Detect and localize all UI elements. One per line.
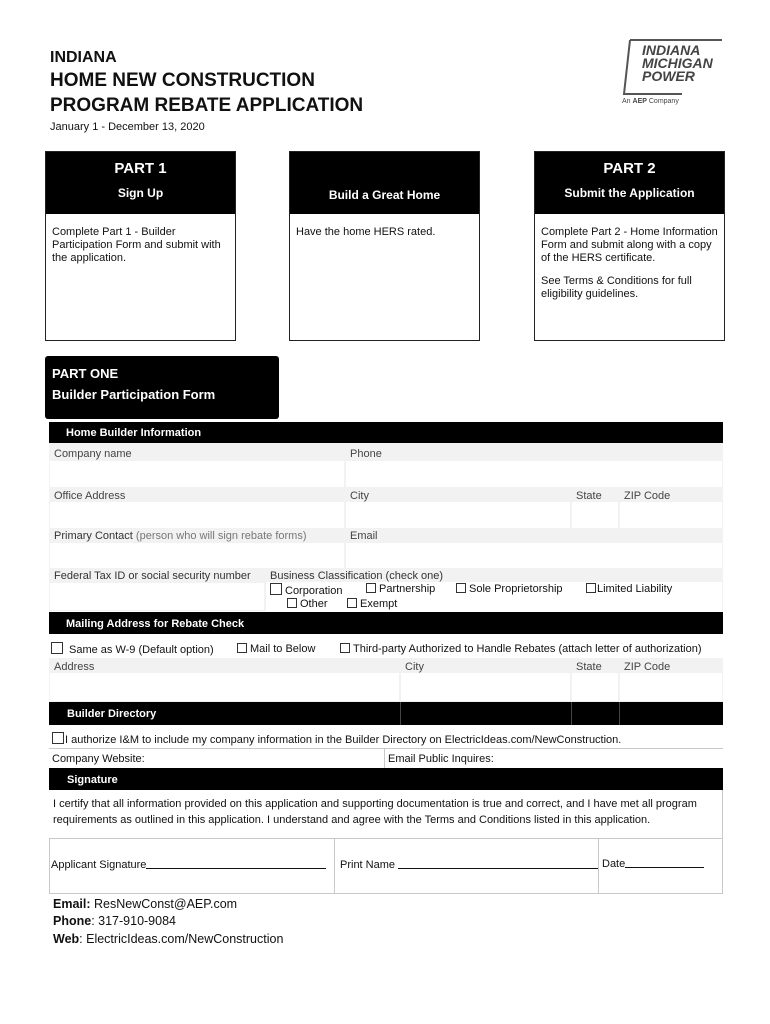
page-title-line2: PROGRAM REBATE APPLICATION (50, 95, 364, 116)
directory-divider (571, 702, 572, 725)
phone-label: Phone (350, 448, 382, 460)
exempt-checkbox[interactable] (347, 598, 357, 608)
primary-contact-text: Primary Contact (54, 530, 133, 542)
step-part-2 (534, 151, 725, 341)
form-border (722, 790, 723, 894)
step-subtitle: Build a Great Home (328, 188, 441, 202)
logo-tagline-brand: AEP (632, 98, 647, 105)
sig-divider (598, 838, 599, 894)
contact-email-label: Email: (53, 897, 91, 911)
partnership-label: Partnership (379, 583, 436, 595)
primary-contact-note: (person who will sign rebate forms) (132, 530, 307, 542)
contact-email (53, 897, 237, 911)
part-one-title: PART ONE (52, 366, 119, 381)
contact-web (53, 932, 283, 946)
step-note: See Terms & Conditions for full eligibility guidelines. (541, 275, 692, 300)
step-part-1 (45, 151, 236, 341)
company-website-label: Company Website: (52, 753, 145, 765)
step-body: Complete Part 1 - Builder Participation Form and submit with the application. (52, 226, 221, 264)
contact-email-value[interactable]: ResNewConst@AEP.com (90, 897, 238, 911)
contact-phone-value: : 317-910-9084 (91, 914, 176, 928)
mailing-state-label: State (576, 661, 602, 673)
logo-line-2: MICHIGAN (642, 55, 713, 71)
mail-to-below-label: Mail to Below (250, 643, 316, 655)
partnership-checkbox[interactable] (366, 583, 376, 593)
directory-authorize[interactable] (52, 732, 621, 746)
sole-proprietorship-checkbox[interactable] (456, 583, 466, 593)
tax-id-label: Federal Tax ID or social security number (54, 570, 251, 582)
class-exempt[interactable] (347, 598, 397, 610)
section-mailing-address: Mailing Address for Rebate Check (49, 612, 723, 634)
classification-label: Business Classification (check one) (270, 570, 444, 582)
city-field[interactable] (346, 502, 570, 528)
class-partnership[interactable] (366, 583, 435, 595)
directory-divider (400, 702, 401, 725)
sig-divider (334, 838, 335, 894)
email-label: Email (350, 530, 378, 542)
mailing-address-label: Address (54, 661, 95, 673)
mailing-city-label: City (405, 661, 424, 673)
logo-tagline-prefix: An (622, 98, 633, 105)
third-party-label: Third-party Authorized to Handle Rebates (attach letter of authorization) (353, 643, 702, 655)
office-address-field[interactable] (50, 502, 344, 528)
directory-authorize-label: I authorize I&M to include my company information in the Builder Directory on ElectricIdeas.com/NewConstruction. (65, 734, 622, 746)
class-corporation[interactable] (270, 583, 342, 597)
corporation-checkbox[interactable] (270, 583, 282, 595)
third-party-checkbox[interactable] (340, 643, 350, 653)
step-subtitle: Sign Up (117, 186, 164, 200)
date-label: Date (602, 858, 626, 870)
step-body: Have the home HERS rated. (296, 226, 436, 238)
mail-to-below[interactable] (237, 643, 315, 655)
state-label: State (576, 490, 602, 502)
logo-tagline (622, 98, 679, 105)
limited-liability-label: Limited Liability (597, 583, 673, 595)
email-field[interactable] (346, 543, 722, 568)
mailing-zip-label: ZIP Code (624, 661, 671, 673)
zip-field[interactable] (620, 502, 722, 528)
office-address-label: Office Address (54, 490, 126, 502)
exempt-label: Exempt (360, 598, 398, 610)
limited-liability-checkbox[interactable] (586, 583, 596, 593)
other-label: Other (300, 598, 328, 610)
zip-label: ZIP Code (624, 490, 671, 502)
logo-line-3: POWER (642, 68, 695, 84)
company-name-field[interactable] (50, 461, 344, 487)
program-dates: January 1 - December 13, 2020 (50, 121, 205, 133)
print-name[interactable] (340, 859, 598, 871)
program-state: INDIANA (50, 49, 117, 66)
print-name-line[interactable] (398, 859, 598, 869)
class-sole-proprietorship[interactable] (456, 583, 563, 595)
section-builder-directory: Builder Directory (49, 702, 723, 725)
row-divider (49, 893, 723, 894)
part-one-subtitle: Builder Participation Form (52, 387, 216, 402)
class-other[interactable] (287, 598, 328, 610)
section-home-builder-info: Home Builder Information (49, 422, 723, 443)
corporation-label: Corporation (285, 585, 343, 597)
row-divider (49, 838, 723, 839)
row-divider (49, 748, 723, 749)
directory-authorize-checkbox[interactable] (52, 732, 64, 744)
other-checkbox[interactable] (287, 598, 297, 608)
contact-web-value[interactable]: : ElectricIdeas.com/NewConstruction (79, 932, 284, 946)
tax-id-field[interactable] (50, 583, 264, 610)
sole-proprietorship-label: Sole Proprietorship (469, 583, 563, 595)
applicant-signature-line[interactable] (146, 859, 326, 869)
applicant-signature-label: Applicant Signature (51, 859, 147, 871)
step-body: Complete Part 2 - Home Information Form and submit along with a copy of the HERS certificate. (541, 226, 718, 264)
company-name-label: Company name (54, 448, 132, 460)
applicant-signature[interactable] (51, 859, 326, 871)
same-as-w9-checkbox[interactable] (51, 642, 63, 654)
print-name-label: Print Name (340, 859, 396, 871)
class-limited-liability[interactable] (586, 583, 672, 595)
phone-field[interactable] (346, 461, 722, 487)
contact-phone (53, 914, 176, 928)
step-title: PART 2 (603, 160, 656, 177)
contact-phone-label: Phone (53, 914, 92, 928)
mailing-zip-field[interactable] (620, 673, 722, 701)
mailing-state-field[interactable] (572, 673, 618, 701)
date-line[interactable] (625, 858, 704, 868)
primary-contact-label (54, 530, 306, 542)
certification-text: I certify that all information provided on this application and supporting documentation is true and correct, and I have met all program requirements as outlined in this application. I understand and agree with the Terms and Conditions listed in this application. (53, 798, 697, 826)
same-as-w9-label: Same as W-9 (Default option) (69, 644, 214, 656)
signature-date[interactable] (602, 858, 704, 870)
step-subtitle: Submit the Application (564, 186, 695, 200)
mail-to-below-checkbox[interactable] (237, 643, 247, 653)
primary-contact-field[interactable] (50, 543, 344, 568)
section-signature: Signature (49, 768, 723, 790)
city-label: City (350, 490, 369, 502)
mail-same-as-w9[interactable] (51, 642, 214, 656)
mailing-address-field[interactable] (50, 673, 399, 701)
logo-wordmark (642, 44, 713, 83)
contact-web-label: Web (53, 932, 80, 946)
page-title-line1: HOME NEW CONSTRUCTION (50, 70, 315, 91)
directory-divider (619, 702, 620, 725)
row-divider (384, 748, 385, 768)
email-public-inquires-label: Email Public Inquires: (388, 753, 494, 765)
mail-third-party[interactable] (340, 643, 702, 655)
logo-tagline-suffix: Company (646, 98, 679, 105)
step-build (289, 151, 480, 341)
mailing-city-field[interactable] (401, 673, 570, 701)
part-one-banner (45, 356, 279, 419)
state-field[interactable] (572, 502, 618, 528)
form-border (49, 838, 50, 894)
logo-line-1: INDIANA (642, 42, 701, 58)
step-title: PART 1 (114, 160, 167, 177)
